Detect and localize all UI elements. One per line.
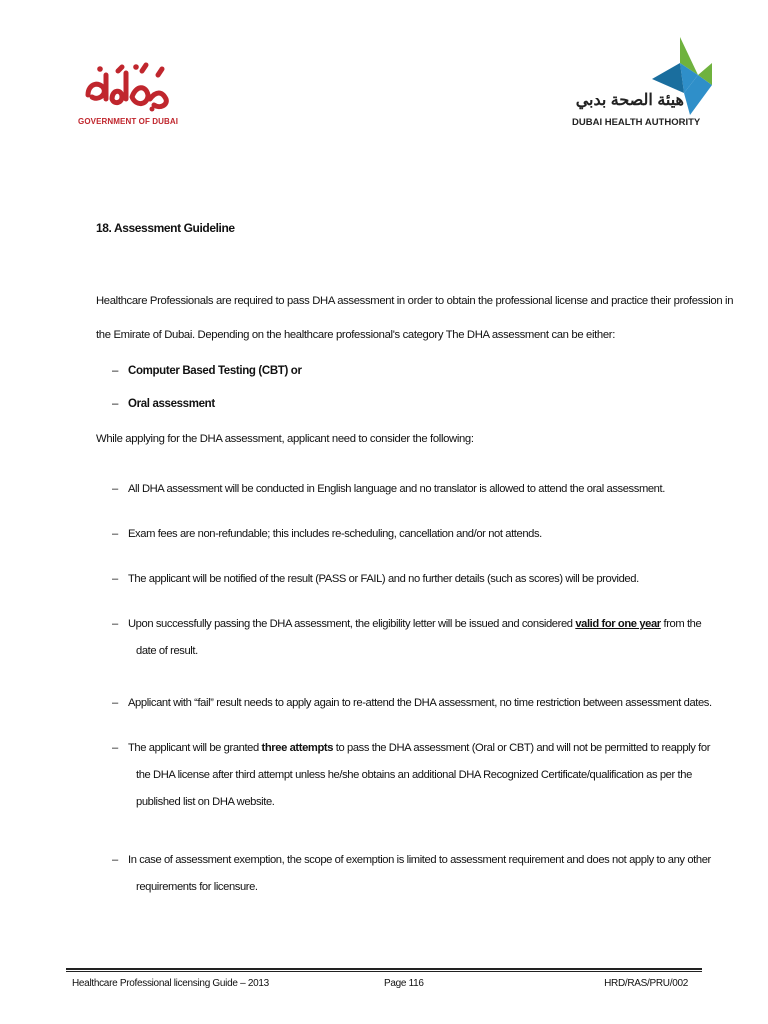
rule-english-language: All DHA assessment will be conducted in English language and no translator is allowed to attend the oral assessment. [128, 483, 665, 495]
footer-page-number: Page 116 [384, 978, 424, 989]
consider-intro: While applying for the DHA assessment, applicant need to consider the following: [96, 433, 474, 445]
rule-exemption: In case of assessment exemption, the scope of exemption is limited to assessment requirement and does not apply to any other [128, 854, 711, 866]
rule-item [112, 479, 688, 499]
assessment-type-cbt: Computer Based Testing (CBT) or [128, 365, 302, 377]
rule-exemption-continuation: requirements for licensure. [136, 881, 258, 893]
bullet-dash: – [112, 483, 118, 495]
footer-divider [66, 968, 702, 972]
list-item [112, 361, 672, 394]
three-attempts-emphasis: three attempts [261, 742, 334, 754]
intro-line-1: Healthcare Professionals are required to pass DHA assessment in order to obtain the professional license and practice their profession in [96, 295, 734, 307]
list-item [112, 394, 672, 427]
bullet-dash: – [112, 697, 118, 709]
government-of-dubai-calligraphy-icon [82, 55, 174, 113]
bullet-dash: – [112, 742, 118, 754]
rule-item [112, 524, 688, 544]
rule-result-notification: The applicant will be notified of the result (PASS or FAIL) and no further details (such as scores) will be provided. [128, 573, 639, 585]
rule-eligibility-letter: Upon successfully passing the DHA assessment, the eligibility letter will be issued and considered [128, 618, 573, 630]
bullet-dash: – [112, 573, 118, 585]
rule-attempts: The applicant will be granted [128, 742, 259, 754]
bullet-dash: – [112, 854, 118, 866]
rule-item [112, 850, 711, 904]
footer-document-code: HRD/RAS/PRU/002 [604, 978, 688, 989]
government-of-dubai-logo-text: GOVERNMENT OF DUBAI [78, 117, 179, 126]
bullet-dash: – [112, 528, 118, 540]
rule-eligibility-letter-continuation: date of result. [136, 645, 198, 657]
intro-line-2: the Emirate of Dubai. Depending on the healthcare professional's category The DHA assessment can be either: [96, 329, 615, 341]
assessment-type-oral: Oral assessment [128, 398, 215, 410]
rule-item [112, 738, 711, 812]
bullet-dash: – [112, 365, 119, 377]
rule-attempts-tail: to pass the DHA assessment (Oral or CBT) and will not be permitted to reapply for [335, 742, 711, 754]
rule-fail-reapply: Applicant with “fail” result needs to apply again to re-attend the DHA assessment, no time restriction between assessment dates. [128, 697, 712, 709]
dha-logo-text: DUBAI HEALTH AUTHORITY [572, 117, 701, 128]
government-of-dubai-logo [78, 55, 178, 135]
rule-item [112, 569, 688, 589]
bullet-dash: – [112, 398, 119, 410]
rule-item [112, 614, 702, 668]
rule-eligibility-letter-tail: from the [663, 618, 702, 630]
rule-non-refundable-fees: Exam fees are non-refundable; this includes re-scheduling, cancellation and/or not attends. [128, 528, 542, 540]
footer-guide-title: Healthcare Professional licensing Guide – 2013 [72, 978, 269, 989]
section-heading: 18. Assessment Guideline [96, 221, 235, 235]
intro-paragraph [96, 284, 734, 352]
rule-attempts-continuation-2: published list on DHA website. [136, 796, 275, 808]
dubai-health-authority-logo [572, 35, 712, 135]
valid-for-one-year-emphasis: valid for one year [575, 618, 661, 630]
rule-item [112, 693, 712, 713]
bullet-dash: – [112, 618, 118, 630]
assessment-types-list [112, 361, 672, 427]
rule-attempts-continuation-1: the DHA license after third attempt unless he/she obtains an additional DHA Recognized Certificate/qualification as per the [136, 769, 692, 781]
dha-logo-arabic-text: هيئة الصحة بدبي [575, 92, 684, 109]
